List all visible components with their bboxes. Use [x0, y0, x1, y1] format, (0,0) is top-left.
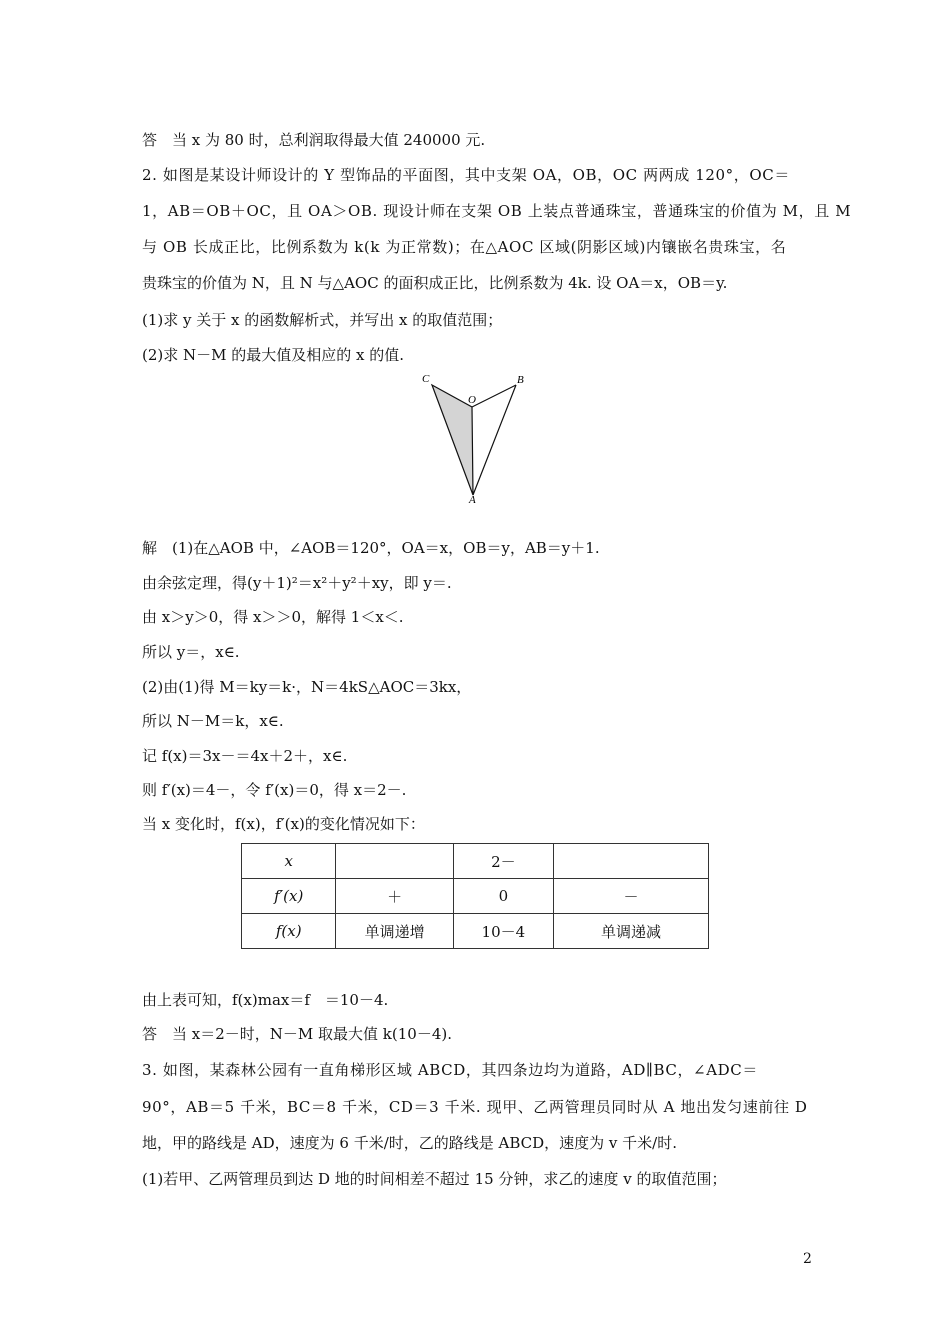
- solution-line-4: 所以 y＝，x∈.: [142, 643, 240, 661]
- solution-line-9: 当 x 变化时，f(x)，f′(x)的变化情况如下：: [142, 815, 425, 833]
- y-shape-figure: [410, 370, 540, 505]
- problem2-line-1: 2. 如图是某设计师设计的 Y 型饰品的平面图，其中支架 OA，OB，OC 两两成 120°，OC＝: [142, 166, 790, 184]
- problem2-part1: (1)求 y 关于 x 的函数解析式，并写出 x 的取值范围；: [142, 311, 503, 329]
- page-number: 2: [803, 1251, 812, 1267]
- answer-line-2: 答 当 x＝2－时，N－M 取最大值 k(10－4).: [142, 1025, 452, 1043]
- label-c: C: [422, 373, 430, 385]
- solution-line-3: 由 x＞y＞0，得 x＞＞0，解得 1＜x＜.: [142, 608, 404, 626]
- table-cell: x: [242, 844, 336, 879]
- problem2-line-4: 贵珠宝的价值为 N，且 N 与△AOC 的面积成正比，比例系数为 4k. 设 OA＝x，OB＝y.: [142, 274, 728, 292]
- table-cell: 单调递增: [336, 914, 453, 949]
- problem3-line-2: 90°，AB＝5 千米，BC＝8 千米，CD＝3 千米. 现甲、乙两管理员同时从 A 地出发匀速前往 D: [142, 1098, 808, 1116]
- problem3-part1: (1)若甲、乙两管理员到达 D 地的时间相差不超过 15 分钟，求乙的速度 v 的取值范围；: [142, 1170, 727, 1188]
- problem2-line-2: 1，AB＝OB＋OC，且 OA＞OB. 现设计师在支架 OB 上装点普通珠宝，普通珠宝的价值为 M，且 M: [142, 202, 852, 220]
- solution-line-7: 记 f(x)＝3x－＝4x＋2＋，x∈.: [142, 747, 348, 765]
- label-b: B: [517, 374, 524, 386]
- solution-line-1: 解 (1)在△AOB 中，∠AOB＝120°，OA＝x，OB＝y，AB＝y＋1.: [142, 539, 600, 557]
- problem2-part2: (2)求 N－M 的最大值及相应的 x 的值.: [142, 346, 405, 364]
- segment-ab: [473, 385, 516, 495]
- table-cell: 10－4: [453, 914, 553, 949]
- table-row: [242, 844, 709, 879]
- table-cell: 0: [453, 879, 553, 914]
- table-cell: [554, 844, 709, 879]
- solution-line-2: 由余弦定理，得(y＋1)²＝x²＋y²＋xy，即 y＝.: [142, 574, 452, 592]
- problem2-line-3: 与 OB 长成正比，比例系数为 k(k 为正常数)；在△AOC 区域(阴影区域)内镶嵌名贵珠宝，名: [142, 238, 787, 256]
- label-o: O: [468, 394, 476, 406]
- table-conclusion: 由上表可知，f(x)max＝f ＝10－4.: [142, 991, 389, 1009]
- problem3-line-3: 地，甲的路线是 AD，速度为 6 千米/时，乙的路线是 ABCD，速度为 v 千米/时.: [142, 1134, 678, 1152]
- label-a: A: [469, 494, 476, 505]
- table-cell: －: [554, 879, 709, 914]
- segment-ob: [472, 385, 516, 407]
- table-cell: f′(x): [242, 879, 336, 914]
- problem3-line-1: 3. 如图，某森林公园有一直角梯形区域 ABCD，其四条边均为道路，AD∥BC，∠ADC＝: [142, 1061, 758, 1079]
- table-row: [242, 914, 709, 949]
- table-row: [242, 879, 709, 914]
- shaded-triangle-aoc: [432, 385, 473, 495]
- solution-line-8: 则 f′(x)＝4－，令 f′(x)＝0，得 x＝2－.: [142, 781, 407, 799]
- answer-line-1: 答 当 x 为 80 时，总利润取得最大值 240000 元.: [142, 131, 486, 149]
- variation-table: [241, 843, 709, 949]
- solution-line-5: (2)由(1)得 M＝ky＝k·，N＝4kS△AOC＝3kx，: [142, 678, 472, 696]
- table-cell: f(x): [242, 914, 336, 949]
- table-cell: 单调递减: [554, 914, 709, 949]
- table-cell: [336, 844, 453, 879]
- solution-line-6: 所以 N－M＝k，x∈.: [142, 712, 284, 730]
- table-cell: 2－: [453, 844, 553, 879]
- table-cell: ＋: [336, 879, 453, 914]
